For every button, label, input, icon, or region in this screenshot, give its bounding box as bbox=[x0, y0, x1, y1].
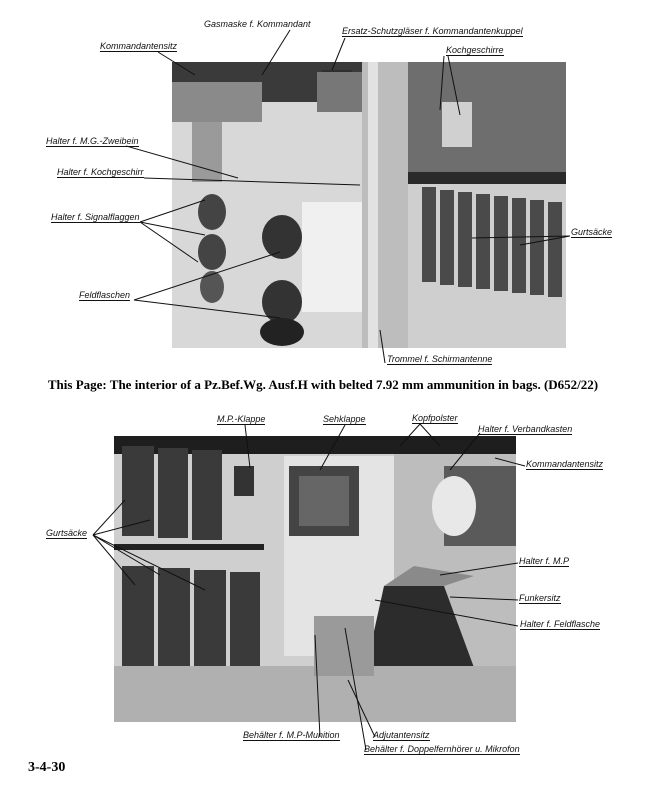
label-gurtsaecke-bottom: Gurtsäcke bbox=[46, 528, 88, 538]
label-gurtsaecke-top: Gurtsäcke bbox=[571, 227, 613, 237]
top-photo bbox=[172, 62, 566, 348]
label-halter-feldflasche: Halter f. Feldflasche bbox=[520, 619, 601, 629]
label-ersatz-schutzglaeser: Ersatz-Schutzgläser f. Kommandantenkuppel bbox=[342, 26, 523, 36]
label-gasmaske: Gasmaske f. Kommandant bbox=[204, 19, 311, 29]
label-kommandantensitz-bottom: Kommandantensitz bbox=[526, 459, 604, 469]
page-number: 3-4-30 bbox=[28, 760, 66, 775]
label-behaelter-mp-munition: Behälter f. M.P-Munition bbox=[243, 730, 340, 740]
label-adjutantensitz: Adjutantensitz bbox=[373, 730, 430, 740]
bottom-photo bbox=[114, 436, 516, 722]
label-sehklappe: Sehklappe bbox=[323, 414, 366, 424]
label-behaelter-doppelfernhoerer: Behälter f. Doppelfernhörer u. Mikrofon bbox=[364, 744, 520, 754]
label-halter-verbandkasten: Halter f. Verbandkasten bbox=[478, 424, 573, 434]
label-halter-mp: Halter f. M.P bbox=[519, 556, 570, 566]
label-kommandantensitz-top: Kommandantensitz bbox=[100, 41, 178, 51]
label-halter-kochgeschirr: Halter f. Kochgeschirr bbox=[57, 167, 144, 177]
label-funkersitz: Funkersitz bbox=[519, 593, 561, 603]
caption: This Page: The interior of a Pz.Bef.Wg. Ausf.H with belted 7.92 mm ammunition in bags. (D652/22) bbox=[47, 377, 599, 392]
label-feldflaschen: Feldflaschen bbox=[79, 290, 131, 300]
label-mp-klappe: M.P.-Klappe bbox=[217, 414, 266, 424]
label-halter-mg-zweibein: Halter f. M.G.-Zweibein bbox=[46, 136, 139, 146]
label-halter-signalflaggen: Halter f. Signalflaggen bbox=[51, 212, 140, 222]
label-kopfpolster: Kopfpolster bbox=[412, 413, 458, 423]
label-trommel: Trommel f. Schirmantenne bbox=[387, 354, 493, 364]
label-kochgeschirre: Kochgeschirre bbox=[446, 45, 504, 55]
